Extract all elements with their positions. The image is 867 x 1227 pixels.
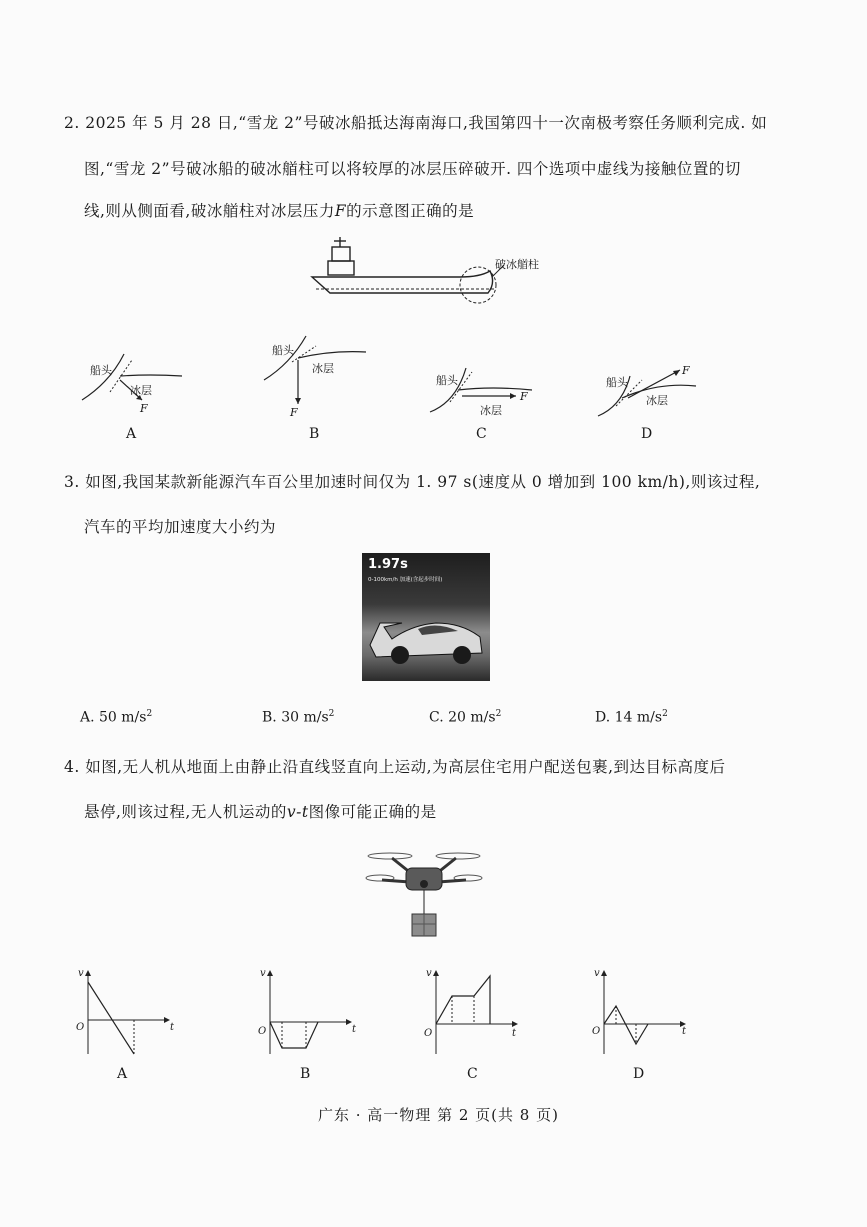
q2-option-b[interactable]: B <box>309 426 320 442</box>
drone-figure <box>362 848 486 940</box>
q2b-force-label: F <box>290 406 298 419</box>
q3-answer-a[interactable] <box>80 709 152 726</box>
q2a-force-label: F <box>140 402 148 415</box>
q2d-bow-label: 船头 <box>606 376 628 389</box>
vt-b-v-label: v <box>260 968 266 979</box>
q2d-force-label: F <box>682 364 690 377</box>
q2a-bow-label: 船头 <box>90 364 112 377</box>
q2-option-a[interactable]: A <box>126 426 137 442</box>
q4-line2-pre: 悬停,则该过程,无人机运动的 <box>84 803 287 821</box>
q2-line3-pre: 线,则从侧面看,破冰艏柱对冰层压力 <box>84 202 335 220</box>
q2-var-f: F <box>334 202 347 220</box>
vt-a-v-label: v <box>78 968 84 979</box>
q3a-sup: 2 <box>146 709 153 719</box>
q2-text-line-1: 2. 2025 年 5 月 28 日,“雪龙 2”号破冰船抵达海南海口,我国第四十一次南极考察任务顺利完成. 如 <box>64 114 768 132</box>
q3b-sup: 2 <box>328 709 335 719</box>
q3-text-line-2: 汽车的平均加速度大小约为 <box>84 518 277 536</box>
q4-text-line-2 <box>84 800 437 822</box>
vt-d-t-label: t <box>682 1026 687 1037</box>
q2d-ice-label: 冰层 <box>646 394 668 407</box>
car-photo <box>362 553 490 681</box>
q3c-label: C. 20 m/s <box>429 709 496 726</box>
photo-time-text: 1.97s <box>368 557 408 572</box>
q3-answer-b[interactable] <box>262 709 334 726</box>
q4-var-vt: v-t <box>286 803 309 821</box>
q2-text-line-3 <box>84 199 474 221</box>
q3d-label: D. 14 m/s <box>595 709 663 726</box>
q2-diagram-b <box>262 336 372 418</box>
vt-b-t-label: t <box>352 1024 357 1035</box>
car-silhouette <box>362 553 490 681</box>
vt-c-v-label: v <box>426 968 432 979</box>
q2b-ice-label: 冰层 <box>312 362 334 375</box>
q4-option-c[interactable]: C <box>467 1066 478 1082</box>
q3d-sup: 2 <box>662 709 668 719</box>
q3b-label: B. 30 m/s <box>262 709 329 726</box>
ship-figure <box>300 235 560 315</box>
vt-d-origin: O <box>592 1026 601 1037</box>
q2-diagram-d <box>596 362 706 422</box>
vt-graph-c <box>422 968 526 1058</box>
q2-diagram-a <box>80 352 190 422</box>
vt-graph-d <box>590 968 694 1058</box>
q2-diagram-c <box>428 362 538 422</box>
q3-answer-c[interactable] <box>429 709 501 726</box>
ship-bow-label: 破冰艏柱 <box>495 258 539 271</box>
q2c-ice-label: 冰层 <box>480 404 502 417</box>
vt-a-origin: O <box>76 1022 85 1033</box>
page-footer: 广东 · 高一物理 第 2 页(共 8 页) <box>318 1106 559 1124</box>
q4-option-d[interactable]: D <box>633 1066 645 1082</box>
vt-graph-a <box>74 968 178 1058</box>
q4-line2-post: 图像可能正确的是 <box>308 803 437 821</box>
vt-d-v-label: v <box>594 968 600 979</box>
q3-text-line-1: 3. 如图,我国某款新能源汽车百公里加速时间仅为 1. 97 s(速度从 0 增加到 100 km/h),则该过程, <box>64 473 761 491</box>
q2-option-c[interactable]: C <box>476 426 487 442</box>
vt-b-origin: O <box>258 1026 267 1037</box>
photo-caption-text: 0-100km/h 加速(含起步时间) <box>368 577 443 583</box>
q4-option-b[interactable]: B <box>300 1066 311 1082</box>
q3c-sup: 2 <box>495 709 502 719</box>
q2-line3-post: 的示意图正确的是 <box>346 202 475 220</box>
vt-graph-b <box>256 968 360 1058</box>
vt-a-t-label: t <box>170 1022 175 1033</box>
vt-c-t-label: t <box>512 1028 517 1039</box>
q2c-force-label: F <box>520 390 528 403</box>
q4-option-a[interactable]: A <box>117 1066 128 1082</box>
q2a-ice-label: 冰层 <box>130 384 152 397</box>
q2b-bow-label: 船头 <box>272 344 294 357</box>
q3-answer-d[interactable] <box>595 709 668 726</box>
q3a-label: A. 50 m/s <box>80 709 147 726</box>
vt-c-origin: O <box>424 1028 433 1039</box>
q2-option-d[interactable]: D <box>641 426 653 442</box>
q2c-bow-label: 船头 <box>436 374 458 387</box>
q2-text-line-2: 图,“雪龙 2”号破冰船的破冰艏柱可以将较厚的冰层压碎破开. 四个选项中虚线为接触位置的切 <box>84 160 741 178</box>
q4-text-line-1: 4. 如图,无人机从地面上由静止沿直线竖直向上运动,为高层住宅用户配送包裹,到达目标高度后 <box>64 758 726 776</box>
